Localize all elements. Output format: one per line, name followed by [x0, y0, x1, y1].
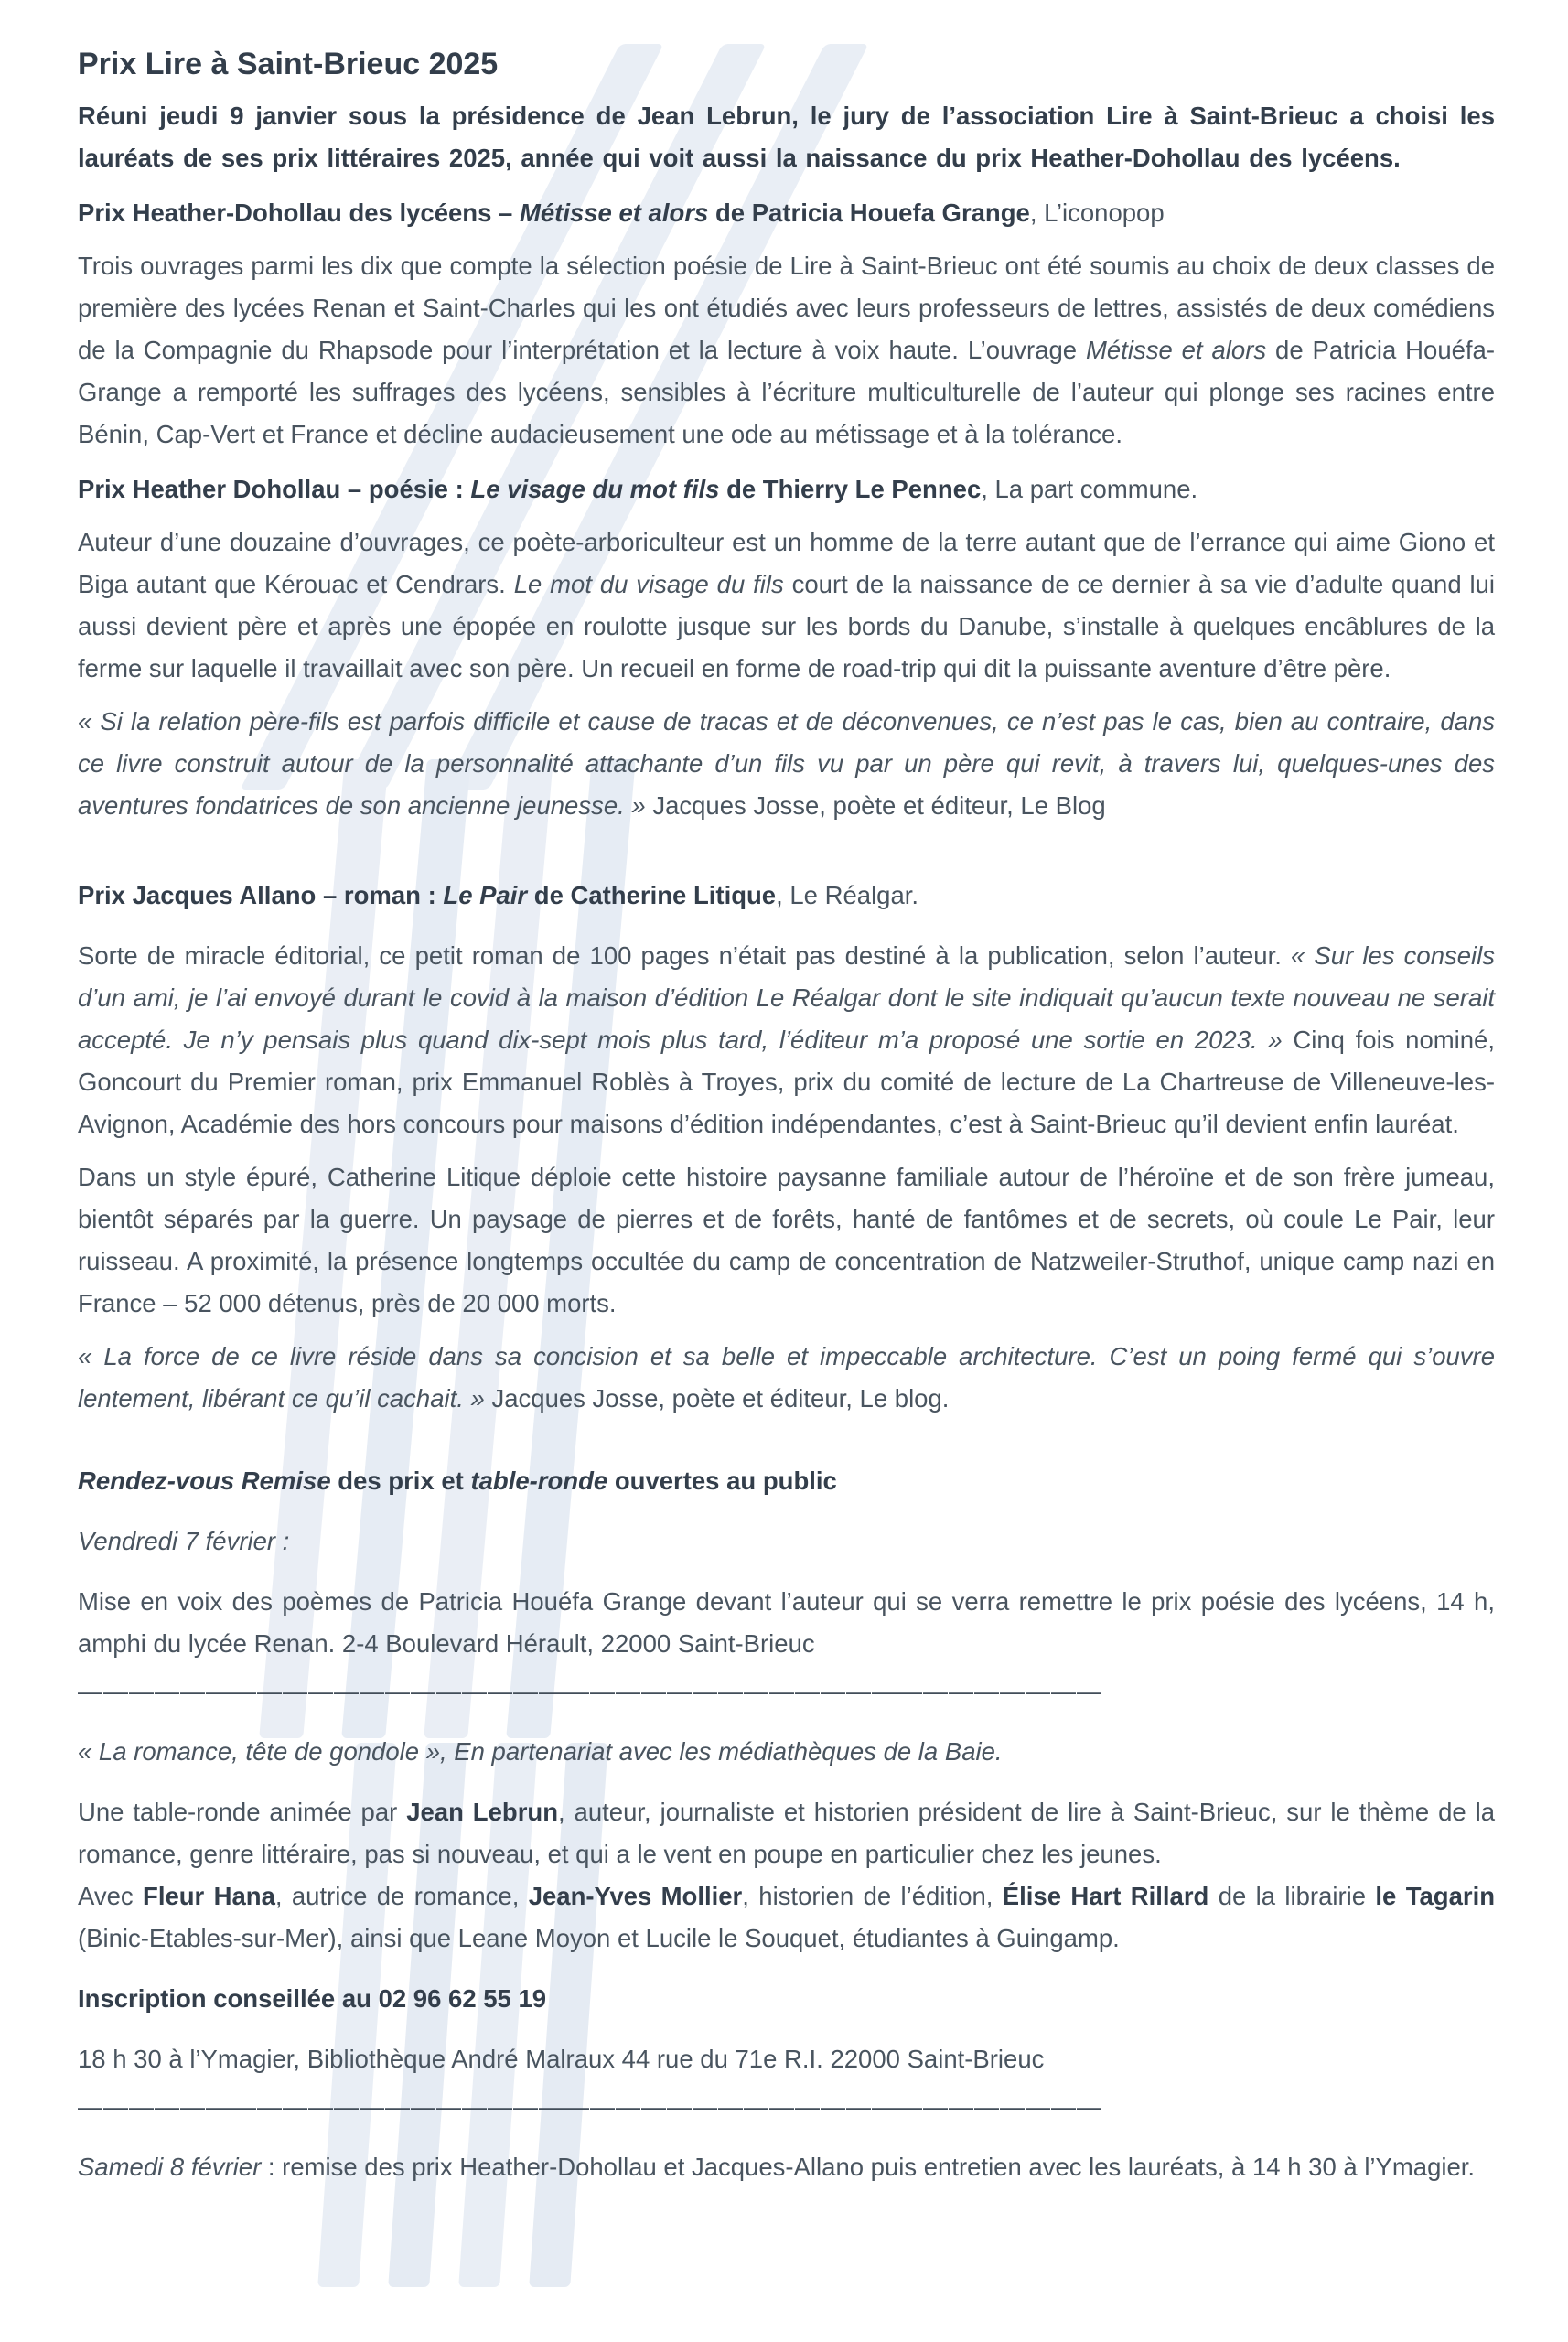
body-text: Trois ouvrages parmi les dix que compte la sélection poésie de Lire à Saint-Brieuc ont été soumis au choix de deux classes de première des lycées Renan et Saint-Charles qui les ont étudiés avec leurs professeurs de lettres, assistés de deux comédiens de la Compagnie du Rhapsode pour l’interprétation et la lecture à voix haute. L’ouvrage [78, 252, 1495, 364]
heading-author: de Patricia Houefa Grange [708, 199, 1030, 227]
heading-text: ouvertes au public [607, 1466, 837, 1495]
person-jean-lebrun: Jean Lebrun [406, 1798, 558, 1826]
book-title-metisse-inline: Métisse et alors [1086, 336, 1267, 364]
prize-roman-heading [78, 875, 1495, 917]
quote-text: « La force de ce livre réside dans sa concision et sa belle et impeccable architecture. C’est un poing fermé qui s’ouvre lentement, libérant ce qu’il cachait. » [78, 1342, 1495, 1413]
table-ronde-paragraph-1 [78, 1791, 1495, 1875]
book-title-visage-inline: Le mot du visage du fils [513, 570, 784, 598]
document-body [78, 44, 1495, 2188]
body-text: de la librairie [1208, 1882, 1376, 1910]
author-quote-inline: « Sur les conseils d’un ami, je l’ai envoyé durant le covid à la maison d’édition Le Réalgar dont le site indiquait qu’aucun texte nouveau ne serait accepté. Je n’y pensais plus quand dix-sept mois plus tard, l’éditeur m’a proposé une sortie en 2023. » [78, 941, 1496, 1054]
heading-table-ronde: table-ronde [470, 1466, 608, 1495]
dash-separator: ———————————————————————————————————————— [78, 1678, 1102, 1705]
prize-poesie-heading [78, 468, 1495, 510]
heading-lead: Prix Heather-Dohollau des lycéens – [78, 199, 520, 227]
prize-roman-paragraph-2: Dans un style épuré, Catherine Litique déploie cette histoire paysanne familiale autour de l’héroïne et de son frère jumeau, bientôt séparés par la guerre. Un paysage de pierres et de forêts, hanté de fantômes et de secrets, où coule Le Pair, leur ruisseau. A proximité, la présence longtemps occultée du camp de concentration de Natzweiler-Struthof, unique camp nazi en France – 52 000 détenus, près de 20 000 morts. [78, 1163, 1495, 1317]
heading-rendez-vous: Rendez-vous Remise [78, 1466, 331, 1495]
book-title-lepair: Le Pair [443, 881, 528, 909]
body-text: (Binic-Etables-sur-Mer), ainsi que Leane Moyon et Lucile le Souquet, étudiantes à Guingamp. [78, 1924, 1120, 1952]
heading-lead: Prix Heather Dohollau – poésie : [78, 475, 471, 503]
body-text: Une table-ronde animée par [78, 1798, 407, 1826]
body-text: court de la naissance de ce dernier à sa vie d’adulte quand lui aussi devient père et après une épopée en roulotte jusque sur les bords du Danube, s’installe à quelques encâblures de la ferme sur laquelle il travaillait avec son père. Un recueil en forme de road-trip qui dit la puissante aventure d’être père. [78, 570, 1495, 682]
book-title-visage: Le visage du mot fils [470, 475, 720, 503]
heading-author: de Thierry Le Pennec [719, 475, 982, 503]
document-title: Prix Lire à Saint-Brieuc 2025 [78, 47, 499, 81]
body-text: , auteur, journaliste et historien président de lire à Saint-Brieuc, sur le thème de la romance, genre littéraire, pas si nouveau, et qui a le vent en poupe en particulier chez les jeunes. [78, 1798, 1495, 1868]
quote-attribution: Jacques Josse, poète et éditeur, Le blog. [491, 1384, 950, 1413]
body-text: , historien de l’édition, [742, 1882, 1003, 1910]
heading-publisher: , Le Réalgar. [776, 881, 919, 909]
person-jean-yves-mollier: Jean-Yves Mollier [528, 1882, 743, 1910]
quote-attribution: Jacques Josse, poète et éditeur, Le Blog [652, 791, 1106, 820]
body-text: de Patricia Houéfa-Grange a remporté les suffrages des lycéens, sensibles à l’écriture multiculturelle de l’auteur qui plonge ses racines entre Bénin, Cap-Vert et France et décline audacieusement une ode au métissage et à la tolérance. [78, 336, 1495, 448]
roman-quote [78, 1336, 1495, 1420]
body-text: : remise des prix Heather-Dohollau et Jacques-Allano puis entretien avec les lauréats, à 14 h 30 à l’Ymagier. [261, 2153, 1476, 2181]
prize-poesie-paragraph [78, 521, 1495, 690]
heading-text: des prix et [330, 1466, 471, 1495]
friday-date-label: Vendredi 7 février : [78, 1527, 290, 1555]
saturday-paragraph [78, 2146, 1495, 2188]
prize-lyceens-paragraph [78, 245, 1495, 456]
bookshop-le-tagarin: le Tagarin [1375, 1882, 1496, 1910]
friday-event-paragraph: Mise en voix des poèmes de Patricia Houéfa Grange devant l’auteur qui se verra remettre le prix poésie des lycéens, 14 h, amphi du lycée Renan. 2-4 Boulevard Hérault, 22000 Saint-Brieuc [78, 1587, 1495, 1658]
body-text: Cinq fois nominé, Goncourt du Premier roman, prix Emmanuel Roblès à Troyes, prix du comité de lecture de La Chartreuse de Villeneuve-les-Avignon, Académie des hors concours pour maisons d’édition indépendantes, c’est à Saint-Brieuc qu’il devient enfin lauréat. [78, 1026, 1495, 1138]
dash-separator: ———————————————————————————————————————— [78, 2093, 1102, 2121]
body-text: Sorte de miracle éditorial, ce petit roman de 100 pages n’était pas destiné à la publication, selon l’auteur. [78, 941, 1291, 970]
saturday-date-label: Samedi 8 février [78, 2153, 262, 2181]
body-text: Auteur d’une douzaine d’ouvrages, ce poète-arboriculteur est un homme de la terre autant que de l’errance qui aime Giono et Biga autant que Kérouac et Cendrars. [78, 528, 1495, 598]
heading-publisher: , La part commune. [981, 475, 1198, 503]
person-elise-hart-rillard: Élise Hart Rillard [1002, 1882, 1209, 1910]
body-text: Avec [78, 1882, 144, 1910]
quote-text: « Si la relation père-fils est parfois difficile et cause de tracas et de déconvenues, ce n’est pas le cas, bien au contraire, dans ce livre construit autour de la personnalité attachante d’un fils vu par un père qui revit, à travers lui, quelques-unes des aventures fondatrices de son ancienne jeunesse. » [78, 707, 1495, 820]
intro-paragraph: Réuni jeudi 9 janvier sous la présidence de Jean Lebrun, le jury de l’association Lire à Saint-Brieuc a choisi les lauréats de ses prix littéraires 2025, année qui voit aussi la naissance du prix Heather-Dohollau des lycéens. [78, 102, 1495, 172]
prize-lyceens-heading [78, 192, 1495, 234]
heading-author: de Catherine Litique [527, 881, 777, 909]
inscription-phone-line: Inscription conseillée au 02 96 62 55 19 [78, 1984, 547, 2013]
friday-venue-line: 18 h 30 à l’Ymagier, Bibliothèque André Malraux 44 rue du 71e R.I. 22000 Saint-Brieuc [78, 2045, 1045, 2073]
heading-publisher: , L’iconopop [1029, 199, 1165, 227]
table-ronde-paragraph-2 [78, 1875, 1495, 1960]
poesie-quote [78, 701, 1495, 827]
body-text: , autrice de romance, [274, 1882, 529, 1910]
heading-lead: Prix Jacques Allano – roman : [78, 881, 444, 909]
book-title-metisse: Métisse et alors [519, 199, 709, 227]
romance-partnership-line: « La romance, tête de gondole », En partenariat avec les médiathèques de la Baie. [78, 1737, 1003, 1766]
person-fleur-hana: Fleur Hana [143, 1882, 275, 1910]
prize-roman-paragraph-1 [78, 935, 1495, 1145]
rendez-vous-heading [78, 1460, 1495, 1502]
